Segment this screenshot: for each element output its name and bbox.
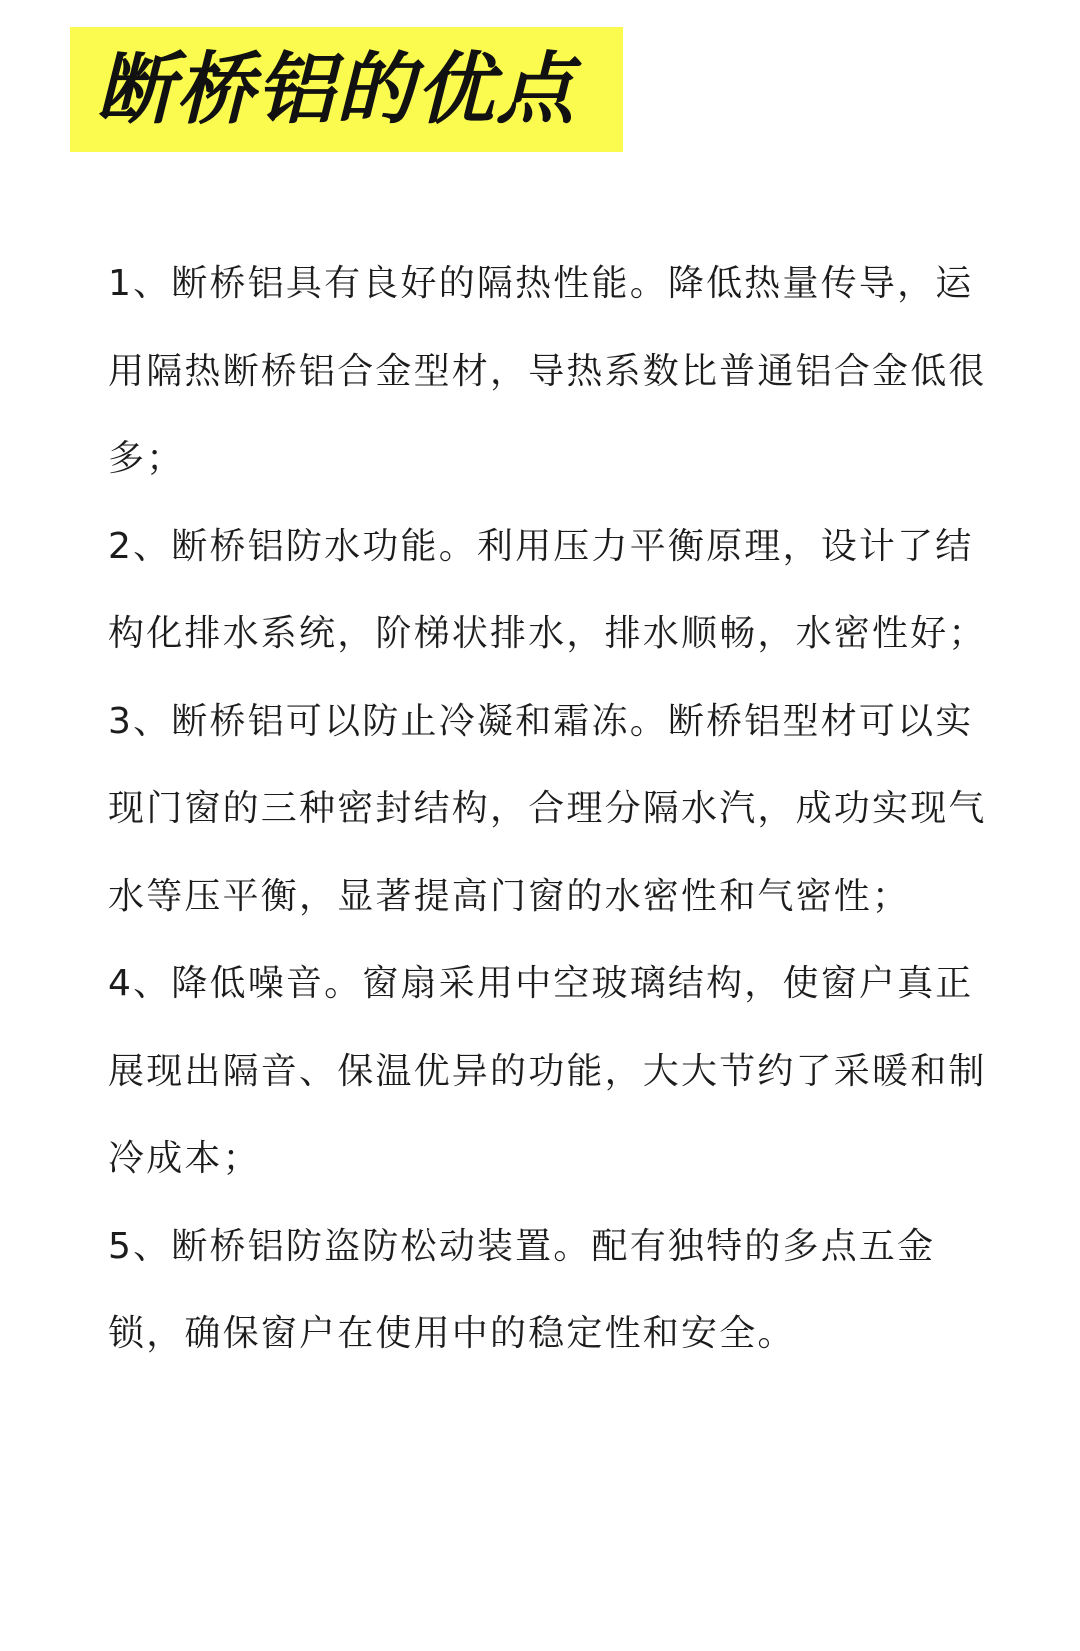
title-banner xyxy=(70,27,623,152)
list-item-3: 3、断桥铝可以防止冷凝和霜冻。断桥铝型材可以实现门窗的三种密封结构，合理分隔水汽，成功实现气水等压平衡，显著提高门窗的水密性和气密性； xyxy=(108,700,987,917)
list-item-4: 4、降低噪音。窗扇采用中空玻璃结构，使窗户真正展现出隔音、保温优异的功能，大大节约了采暖和制冷成本； xyxy=(108,963,987,1179)
page-title: 断桥铝的优点 xyxy=(96,44,577,135)
list-item-1: 1、断桥铝具有良好的隔热性能。降低热量传导，运用隔热断桥铝合金型材，导热系数比普通铝合金低很多； xyxy=(108,263,987,479)
list-item-2: 2、断桥铝防水功能。利用压力平衡原理，设计了结构化排水系统，阶梯状排水，排水顺畅，水密性好； xyxy=(108,525,987,654)
list-item-5: 5、断桥铝防盗防松动装置。配有独特的多点五金锁，确保窗户在使用中的稳定性和安全。 xyxy=(108,1225,936,1354)
advantages-list xyxy=(108,240,988,1378)
